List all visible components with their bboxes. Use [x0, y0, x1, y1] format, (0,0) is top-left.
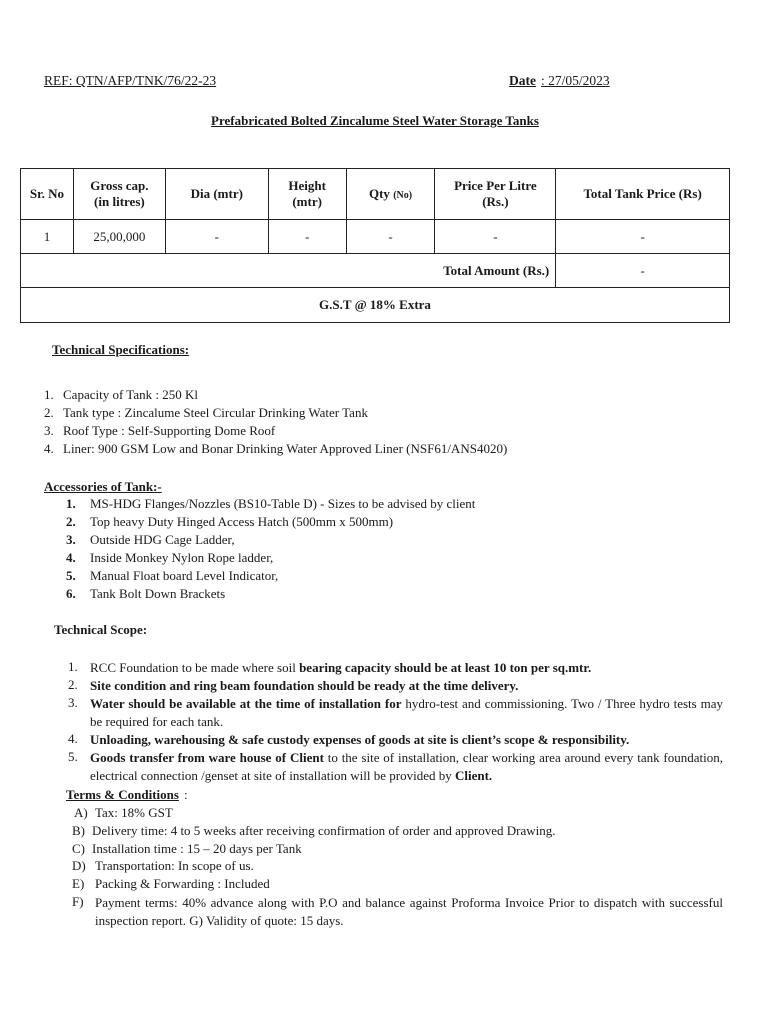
list-number: E) [72, 876, 85, 891]
cell-dia: - [165, 220, 268, 254]
list-number: 3. [66, 532, 76, 547]
header-dia: Dia (mtr) [165, 169, 268, 220]
list-number: 4. [66, 550, 76, 565]
list-item: Roof Type : Self-Supporting Dome Roof [63, 423, 276, 438]
list-item: Goods transfer from ware house of Client to the site of installation, clear working area around every tank foundation, electrical connection /genset at site of installation will be provided by Client. [90, 750, 723, 783]
gst-note: G.S.T @ 18% Extra [21, 288, 730, 323]
terms-heading: Terms & Conditions [66, 787, 179, 802]
list-item: Tank type : Zincalume Steel Circular Drinking Water Tank [63, 405, 368, 420]
list-item: Outside HDG Cage Ladder, [90, 532, 235, 547]
accessories-heading: Accessories of Tank:- [44, 479, 162, 494]
cell-price-per-litre: - [435, 220, 556, 254]
list-item: Site condition and ring beam foundation should be ready at the time delivery. [90, 678, 519, 693]
date-value: : 27/05/2023 [541, 73, 610, 88]
technical-specifications-heading: Technical Specifications: [52, 342, 190, 357]
terms-heading-colon: : [184, 787, 188, 802]
list-number: F) [72, 894, 84, 909]
header-price-per-litre: Price Per Litre (Rs.) [435, 169, 556, 220]
list-item: Tax: 18% GST [95, 805, 173, 820]
gst-row [21, 288, 730, 323]
header-total-price: Total Tank Price (Rs) [556, 169, 730, 220]
list-number: B) [72, 823, 85, 838]
header-qty: Qty (No) [346, 169, 435, 220]
cell-total-price: - [556, 220, 730, 254]
list-number: 3. [68, 695, 78, 710]
cell-sr-no: 1 [21, 220, 74, 254]
list-number: 1. [66, 496, 76, 511]
document-title: Prefabricated Bolted Zincalume Steel Water Storage Tanks [211, 113, 539, 128]
date-label: Date [509, 73, 536, 88]
list-number: 1. [68, 659, 78, 674]
list-item: Manual Float board Level Indicator, [90, 568, 279, 583]
cell-qty: - [346, 220, 435, 254]
cell-height: - [268, 220, 346, 254]
list-item: Installation time : 15 – 20 days per Tank [92, 841, 302, 856]
list-item: RCC Foundation to be made where soil bearing capacity should be at least 10 ton per sq.mtr. [90, 660, 592, 675]
table-row [21, 220, 730, 254]
header-height: Height (mtr) [268, 169, 346, 220]
list-number: 4. [68, 731, 78, 746]
quotation-table [20, 168, 730, 323]
list-item: MS-HDG Flanges/Nozzles (BS10-Table D) - Sizes to be advised by client [90, 496, 476, 511]
list-item: Payment terms: 40% advance along with P.O and balance against Proforma Invoice Prior to dispatch with successful inspection report. G) Validity of quote: 15 days. [95, 895, 723, 928]
total-amount-label: Total Amount (Rs.) [21, 254, 556, 288]
list-number: 2. [44, 405, 54, 420]
list-number: 4. [44, 441, 54, 456]
list-number: 5. [66, 568, 76, 583]
header-sr-no: Sr. No [21, 169, 74, 220]
technical-scope-heading: Technical Scope: [54, 622, 148, 637]
list-item: Packing & Forwarding : Included [95, 876, 270, 891]
list-number: 6. [66, 586, 76, 601]
list-item: Water should be available at the time of installation for hydro-test and commissioning. Two / Three hydro tests may be required for each tank. [90, 696, 723, 729]
list-number: 2. [66, 514, 76, 529]
list-number: 2. [68, 677, 78, 692]
cell-gross-cap: 25,00,000 [73, 220, 165, 254]
list-number: C) [72, 841, 85, 856]
table-header-row [21, 169, 730, 220]
list-item: Liner: 900 GSM Low and Bonar Drinking Water Approved Liner (NSF61/ANS4020) [63, 441, 508, 456]
list-item: Unloading, warehousing & safe custody expenses of goods at site is client’s scope & responsibility. [90, 732, 630, 747]
header-gross-cap: Gross cap. (in litres) [73, 169, 165, 220]
total-amount-value: - [556, 254, 730, 288]
list-number: 3. [44, 423, 54, 438]
list-item: Transportation: In scope of us. [95, 858, 254, 873]
list-number: 1. [44, 387, 54, 402]
list-item: Inside Monkey Nylon Rope ladder, [90, 550, 274, 565]
list-item: Capacity of Tank : 250 Kl [63, 387, 198, 402]
reference-number: REF: QTN/AFP/TNK/76/22-23 [44, 73, 217, 88]
list-number: A) [74, 805, 88, 820]
list-number: D) [72, 858, 86, 873]
list-number: 5. [68, 749, 78, 764]
list-item: Delivery time: 4 to 5 weeks after receiving confirmation of order and approved Drawing. [92, 823, 556, 838]
total-row [21, 254, 730, 288]
list-item: Tank Bolt Down Brackets [90, 586, 226, 601]
list-item: Top heavy Duty Hinged Access Hatch (500mm x 500mm) [90, 514, 394, 529]
